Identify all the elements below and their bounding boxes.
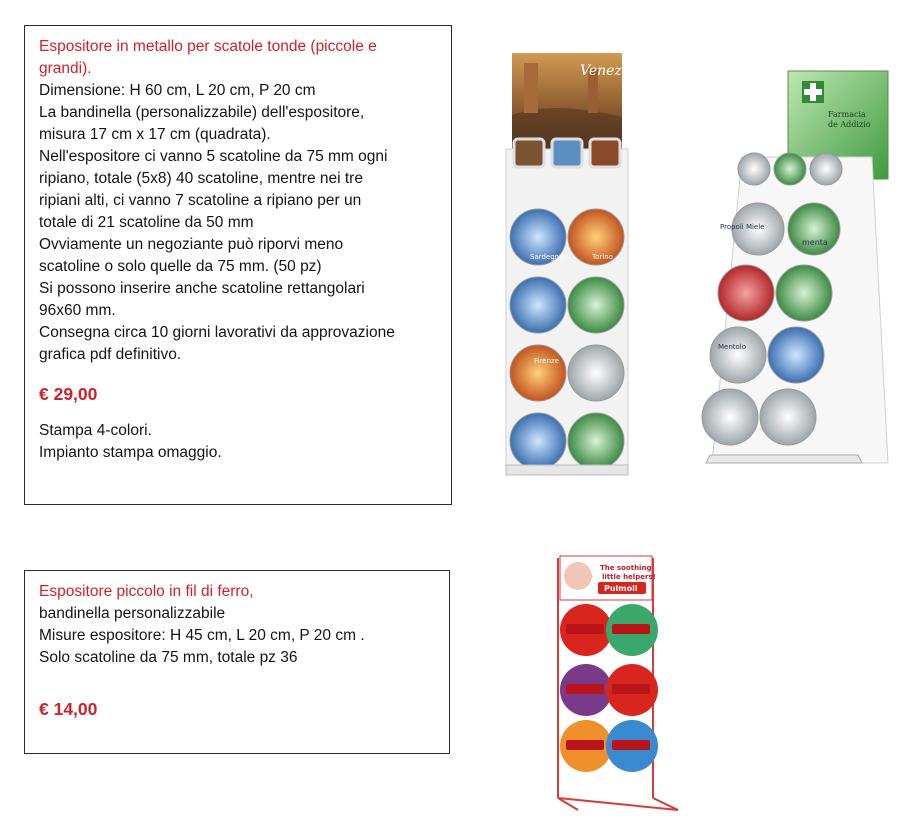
spec-line: ripiani alti, ci vanno 7 scatoline a ripiano per un [39,192,362,209]
spec-line: scatoline o solo quelle da 75 mm. (50 pz) [39,258,322,275]
spec-line: Dimensione: H 60 cm, L 20 cm, P 20 cm [39,82,316,99]
spec-line: bandinella personalizzabile [39,605,226,622]
spec-line: grafica pdf definitivo. [39,346,182,363]
tin-label: Torino [592,253,613,261]
tin-label: Propoli Miele [720,223,765,231]
product-1-title: Espositore in metallo per scatole tonde (piccole e grandi). [39,38,377,77]
spec-line: Solo scatoline da 75 mm, totale pz 36 [39,649,298,666]
spec-line: misura 17 cm x 17 cm (quadrata). [39,126,271,143]
product-2-photo [548,548,688,818]
product-2-description-box [24,570,450,754]
product-1-description-box [24,25,452,505]
spec-line: Ovviamente un negoziante può riporvi meno [39,236,344,253]
spec-line: totale di 21 scatoline da 50 mm [39,214,254,231]
spec-line: La bandinella (personalizzabile) dell'espositore, [39,104,365,121]
tin-label: menta [802,238,828,247]
note-line: Stampa 4-colori. [39,422,152,439]
spec-line: Si possono inserire anche scatoline rettangolari [39,280,365,297]
spec-line: ripiano, totale (5x8) 40 scatoline, mentre nei tre [39,170,363,187]
rack-header-1: The soothing [600,564,652,572]
product-2-title: Espositore piccolo in fil di ferro, [39,583,254,600]
product-1-notes [39,420,441,464]
spec-line: Consegna circa 10 giorni lavorativi da approvazione [39,324,395,341]
spec-line: Misure espositore: H 45 cm, L 20 cm, P 20 cm . [39,627,365,644]
rack-header-2: little helpers! [602,573,656,581]
brand-label: Pulmoll [604,584,638,593]
pulmoll-tins [560,604,658,772]
product-2-spec-lines [39,603,439,669]
product-2-price: € 14,00 [39,699,98,719]
pharmacy-label-2: de Addizio [828,120,871,129]
spec-line: Nell'espositore ci vanno 5 scatoline da 75 mm ogni [39,148,388,165]
venezia-label: Venezia [580,63,635,79]
tin-label: Firenze [534,357,559,365]
left-display [506,53,635,475]
pharmacy-label-1: Farmacia [828,110,866,119]
note-line: Impianto stampa omaggio. [39,444,222,461]
tin-label: Sardegna [530,253,564,261]
spec-line: 96x60 mm. [39,302,116,319]
product-1-price: € 29,00 [39,384,98,404]
right-display [702,71,888,463]
tin-label: Mentolo [718,343,747,351]
product-1-spec-lines [39,80,441,366]
product-1-photo [492,45,902,485]
